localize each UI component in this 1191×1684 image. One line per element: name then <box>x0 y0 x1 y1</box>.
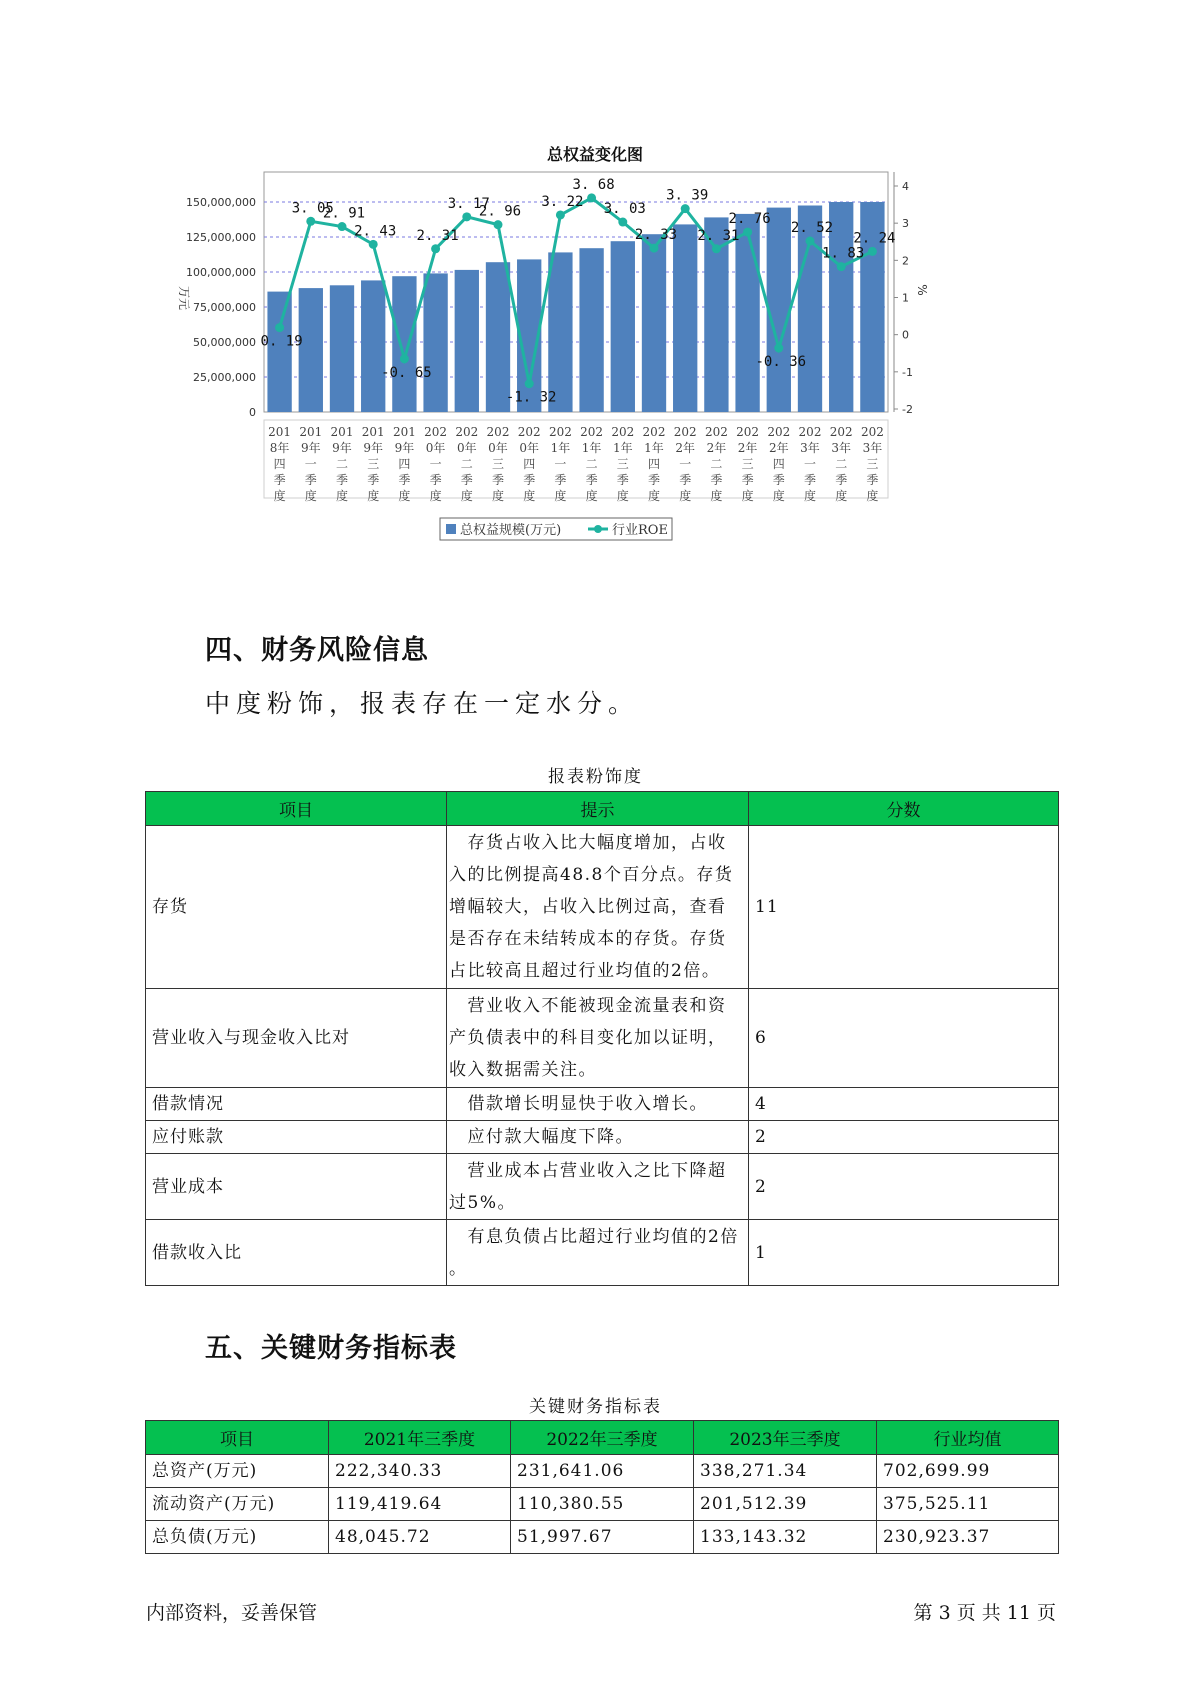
x-tick-label: 202 <box>798 425 822 439</box>
x-tick-label: 度 <box>554 489 567 503</box>
row-score: 11 <box>755 897 779 917</box>
equity-change-chart <box>170 140 1030 580</box>
roe-data-label: 2. 96 <box>478 203 522 220</box>
x-tick-label: 9年 <box>363 441 384 455</box>
y-left-tick-label: 0 <box>249 406 256 419</box>
x-tick-label: 1年 <box>612 441 633 455</box>
bar <box>299 288 323 412</box>
value-cell: 230,923.37 <box>883 1527 991 1547</box>
x-tick-label: 度 <box>367 489 380 503</box>
column-header-score: 分数 <box>749 792 1059 826</box>
indicator-table <box>145 1420 1059 1554</box>
roe-data-label: 1. 83 <box>822 245 865 262</box>
x-tick-label: 3年 <box>831 441 852 455</box>
table-row <box>146 1488 1059 1521</box>
roe-data-label: 2. 31 <box>697 227 740 244</box>
value-cell: 119,419.64 <box>335 1494 443 1514</box>
chart-title: 总权益变化图 <box>546 145 644 164</box>
x-tick-label: 202 <box>736 425 760 439</box>
roe-point <box>774 344 783 353</box>
roe-data-label: 3. 17 <box>447 195 490 212</box>
x-tick-label: 2年 <box>737 441 758 455</box>
roe-point <box>837 262 846 271</box>
x-tick-label: 0年 <box>456 441 477 455</box>
roe-data-label: 2. 52 <box>790 220 834 237</box>
x-tick-label: 季 <box>679 473 692 487</box>
table-row <box>146 1121 1059 1154</box>
x-tick-label: 2年 <box>768 441 789 455</box>
row-tip: 借款增长明显快于收入增长。 <box>449 1094 708 1114</box>
bar <box>330 285 354 412</box>
x-tick-label: 201 <box>299 425 323 439</box>
x-tick-label: 季 <box>741 473 754 487</box>
x-tick-label: 202 <box>517 425 541 439</box>
x-tick-label: 2年 <box>706 441 727 455</box>
x-tick-label: 度 <box>398 489 411 503</box>
bar <box>579 248 603 412</box>
x-tick-label: 度 <box>429 489 442 503</box>
roe-point <box>431 244 440 253</box>
x-tick-label: 季 <box>304 473 317 487</box>
roe-point <box>712 244 721 253</box>
bar <box>548 252 572 412</box>
roe-point <box>806 237 815 246</box>
roe-data-label: 3. 39 <box>666 187 709 204</box>
x-tick-label: 9年 <box>332 441 352 455</box>
y-right-tick-label: -2 <box>902 403 913 416</box>
y-left-tick-label: 25,000,000 <box>193 371 256 384</box>
x-tick-label: 0年 <box>488 441 508 455</box>
row-label: 流动资产(万元) <box>152 1494 276 1514</box>
x-tick-label: 202 <box>704 425 728 439</box>
roe-data-label: 2. 76 <box>728 211 771 228</box>
legend-label-line: 行业ROE <box>612 523 668 538</box>
x-tick-label: 202 <box>611 425 635 439</box>
x-tick-label: 季 <box>398 473 411 487</box>
row-item: 存货 <box>152 897 188 917</box>
row-item: 借款收入比 <box>152 1242 242 1263</box>
x-tick-label: 0年 <box>519 441 540 455</box>
table-row <box>146 989 1059 1088</box>
section5-heading: 五、关键财务指标表 <box>205 1333 457 1364</box>
x-tick-label: 度 <box>679 489 692 503</box>
row-tip: 营业成本占营业收入之比下降超 过5%。 <box>449 1160 727 1213</box>
legend-swatch-bar <box>446 524 456 534</box>
row-item: 营业收入与现金收入比对 <box>152 1028 350 1048</box>
bar <box>611 241 635 412</box>
x-tick-label: 度 <box>585 489 598 503</box>
value-cell: 110,380.55 <box>517 1494 625 1514</box>
row-tip: 存货占收入比大幅度增加，占收 入的比例提高48.8个百分点。存货 增幅较大，占收入比例过高，查看 是否存在未结转成本的存货。存货 占比较高且超过行业均值的2倍。 <box>449 833 734 981</box>
x-tick-label: 四 <box>398 457 411 471</box>
x-tick-label: 季 <box>772 473 785 487</box>
y-right-tick-label: 4 <box>902 180 909 193</box>
y-right-tick-label: 0 <box>902 328 909 342</box>
x-tick-label: 二 <box>585 457 598 471</box>
table-row <box>146 1521 1059 1554</box>
roe-data-label: 2. 33 <box>634 227 678 244</box>
footer-confidential: 内部资料，妥善保管 <box>146 1602 318 1624</box>
x-tick-label: 季 <box>367 473 380 487</box>
column-header: 项目 <box>146 1421 329 1455</box>
column-header-tip: 提示 <box>447 792 749 826</box>
value-cell: 222,340.33 <box>335 1461 443 1481</box>
bar <box>423 273 447 412</box>
x-tick-label: 三 <box>866 457 879 471</box>
row-score: 6 <box>755 1028 767 1048</box>
legend-swatch-dot <box>594 525 602 533</box>
x-tick-label: 季 <box>554 473 567 487</box>
x-tick-label: 201 <box>268 425 292 439</box>
value-cell: 231,641.06 <box>517 1461 625 1481</box>
roe-point <box>400 354 409 363</box>
row-item: 借款情况 <box>152 1094 224 1114</box>
x-tick-label: 9年 <box>300 441 321 455</box>
roe-data-label: 2. 91 <box>322 205 366 222</box>
roe-data-label: -0. 65 <box>381 364 432 381</box>
row-tip: 有息负债占比超过行业均值的2倍 。 <box>449 1226 739 1279</box>
x-tick-label: 四 <box>772 457 785 471</box>
x-tick-label: 202 <box>486 425 510 439</box>
x-tick-label: 季 <box>835 473 848 487</box>
x-tick-label: 季 <box>273 473 286 487</box>
x-tick-label: 三 <box>616 457 629 471</box>
x-tick-label: 度 <box>273 489 286 503</box>
x-tick-label: 202 <box>580 425 604 439</box>
row-tip: 营业收入不能被现金流量表和资 产负债表中的科目变化加以证明， 收入数据需关注。 <box>449 996 727 1080</box>
bar <box>642 234 666 412</box>
x-tick-label: 3年 <box>862 441 883 455</box>
x-tick-label: 季 <box>803 473 817 487</box>
x-tick-label: 202 <box>455 425 479 439</box>
x-tick-label: 度 <box>616 489 629 503</box>
roe-point <box>494 220 503 229</box>
row-score: 2 <box>755 1127 767 1147</box>
x-tick-label: 1年 <box>550 441 571 455</box>
column-header-item: 项目 <box>146 792 447 826</box>
row-item: 营业成本 <box>152 1176 224 1197</box>
value-cell: 133,143.32 <box>700 1527 808 1547</box>
row-score: 2 <box>755 1176 767 1197</box>
x-tick-label: 度 <box>710 489 723 503</box>
x-tick-label: 201 <box>392 425 416 439</box>
bar <box>455 270 479 412</box>
roe-data-label: 2. 24 <box>853 230 896 247</box>
roe-data-label: 3. 05 <box>291 200 334 217</box>
column-header: 行业均值 <box>877 1421 1059 1455</box>
roe-data-label: -1. 32 <box>505 389 557 406</box>
value-cell: 702,699.99 <box>883 1461 991 1481</box>
x-tick-label: 度 <box>772 489 785 503</box>
bar <box>392 276 416 412</box>
column-header: 2023年三季度 <box>694 1421 877 1455</box>
roe-point <box>525 379 534 388</box>
y-right-axis-title: % <box>915 284 929 296</box>
value-cell: 375,525.11 <box>883 1494 991 1514</box>
x-tick-label: 三 <box>491 457 505 471</box>
y-left-tick-label: 125,000,000 <box>186 231 256 244</box>
bar <box>267 292 291 412</box>
value-cell: 201,512.39 <box>700 1494 808 1514</box>
x-tick-label: 2年 <box>675 441 696 455</box>
x-tick-label: 一 <box>679 457 692 471</box>
legend-label-bar: 总权益规模(万元) <box>460 523 562 538</box>
x-tick-label: 度 <box>647 489 661 503</box>
x-tick-label: 8年 <box>269 441 290 455</box>
x-tick-label: 3年 <box>800 441 820 455</box>
x-tick-label: 201 <box>361 425 385 439</box>
x-tick-label: 季 <box>523 473 536 487</box>
y-right-tick-label: -1 <box>902 365 913 379</box>
roe-point <box>743 228 752 237</box>
y-left-tick-label: 100,000,000 <box>186 266 256 279</box>
x-tick-label: 季 <box>429 473 442 487</box>
x-tick-label: 季 <box>585 473 598 487</box>
roe-data-label: 2. 31 <box>416 227 459 244</box>
x-tick-label: 度 <box>866 489 879 503</box>
x-tick-label: 二 <box>335 457 349 471</box>
column-header: 2021年三季度 <box>329 1421 511 1455</box>
roe-point <box>650 244 659 253</box>
bar <box>798 206 822 413</box>
bar <box>361 280 385 412</box>
roe-point <box>275 323 284 332</box>
x-tick-label: 季 <box>335 473 349 487</box>
y-left-tick-label: 150,000,000 <box>186 196 256 209</box>
x-tick-label: 1年 <box>644 441 664 455</box>
roe-data-label: 3. 03 <box>603 201 646 218</box>
x-tick-label: 度 <box>335 489 349 503</box>
table-row <box>146 1088 1059 1121</box>
table-row <box>146 1220 1059 1286</box>
x-tick-label: 202 <box>548 425 572 439</box>
x-tick-label: 1年 <box>581 441 602 455</box>
x-tick-label: 季 <box>616 473 629 487</box>
y-left-axis-title: 万元 <box>177 285 191 311</box>
section4-heading: 四、财务风险信息 <box>205 635 429 666</box>
footer-page-number: 第 3 页 共 11 页 <box>913 1602 1056 1624</box>
y-right-tick-label: 3 <box>902 217 909 231</box>
x-tick-label: 202 <box>829 425 853 439</box>
x-tick-label: 度 <box>304 489 317 503</box>
x-tick-label: 202 <box>642 425 666 439</box>
row-label: 总资产(万元) <box>152 1461 258 1481</box>
value-cell: 48,045.72 <box>335 1527 431 1547</box>
y-right-tick-label: 1 <box>902 291 909 305</box>
row-item: 应付账款 <box>152 1127 224 1147</box>
risk-table <box>145 791 1059 1286</box>
y-left-tick-label: 50,000,000 <box>193 336 256 349</box>
x-tick-label: 一 <box>554 457 567 471</box>
x-tick-label: 202 <box>860 425 884 439</box>
x-tick-label: 0年 <box>425 441 446 455</box>
value-cell: 51,997.67 <box>517 1527 613 1547</box>
bar <box>673 224 697 412</box>
roe-data-label: 3. 22 <box>541 193 584 210</box>
row-score: 1 <box>755 1242 767 1263</box>
table-row <box>146 1154 1059 1220</box>
risk-summary-text: 中度粉饰，报表存在一定水分。 <box>205 689 640 718</box>
x-tick-label: 一 <box>429 457 442 471</box>
x-tick-label: 三 <box>367 457 380 471</box>
roe-point <box>556 210 565 219</box>
roe-data-label: 2. 43 <box>354 223 397 240</box>
column-header: 2022年三季度 <box>511 1421 694 1455</box>
x-tick-label: 四 <box>523 457 536 471</box>
x-tick-label: 四 <box>273 457 286 471</box>
x-tick-label: 季 <box>491 473 505 487</box>
roe-point <box>618 218 627 227</box>
x-tick-label: 201 <box>330 425 354 439</box>
y-left-tick-label: 75,000,000 <box>193 301 256 314</box>
x-axis-label-box <box>264 420 888 498</box>
value-cell: 338,271.34 <box>700 1461 808 1481</box>
row-score: 4 <box>755 1094 767 1114</box>
x-tick-label: 四 <box>647 457 661 471</box>
x-tick-label: 三 <box>741 457 754 471</box>
roe-data-label: 0. 19 <box>260 333 303 350</box>
x-tick-label: 202 <box>673 425 697 439</box>
x-tick-label: 度 <box>835 489 848 503</box>
roe-point <box>868 247 877 256</box>
x-tick-label: 二 <box>460 457 473 471</box>
x-tick-label: 二 <box>835 457 848 471</box>
roe-point <box>306 217 315 226</box>
x-tick-label: 9年 <box>394 441 415 455</box>
x-tick-label: 季 <box>710 473 723 487</box>
roe-point <box>681 204 690 213</box>
x-tick-label: 202 <box>424 425 448 439</box>
roe-point <box>462 212 471 221</box>
x-tick-label: 季 <box>647 473 661 487</box>
x-tick-label: 度 <box>741 489 754 503</box>
row-label: 总负债(万元) <box>152 1527 258 1547</box>
x-tick-label: 二 <box>710 457 723 471</box>
y-right-tick-label: 2 <box>902 254 909 268</box>
roe-point <box>338 222 347 231</box>
x-tick-label: 度 <box>491 489 505 503</box>
roe-data-label: 3. 68 <box>572 176 615 193</box>
table-row <box>146 826 1059 989</box>
roe-point <box>369 240 378 249</box>
table-caption-risk: 报表粉饰度 <box>548 767 643 787</box>
x-tick-label: 季 <box>866 473 879 487</box>
row-tip: 应付款大幅度下降。 <box>449 1127 634 1147</box>
x-tick-label: 202 <box>767 425 791 439</box>
roe-data-label: -0. 36 <box>755 354 807 371</box>
table-caption-indicators: 关键财务指标表 <box>529 1397 662 1417</box>
x-tick-label: 季 <box>460 473 473 487</box>
x-tick-label: 一 <box>803 457 817 471</box>
x-tick-label: 度 <box>523 489 536 503</box>
x-tick-label: 度 <box>460 489 473 503</box>
x-tick-label: 度 <box>803 489 817 503</box>
bar <box>767 208 791 412</box>
roe-point <box>587 193 596 202</box>
table-row <box>146 1455 1059 1488</box>
x-tick-label: 一 <box>304 457 317 471</box>
